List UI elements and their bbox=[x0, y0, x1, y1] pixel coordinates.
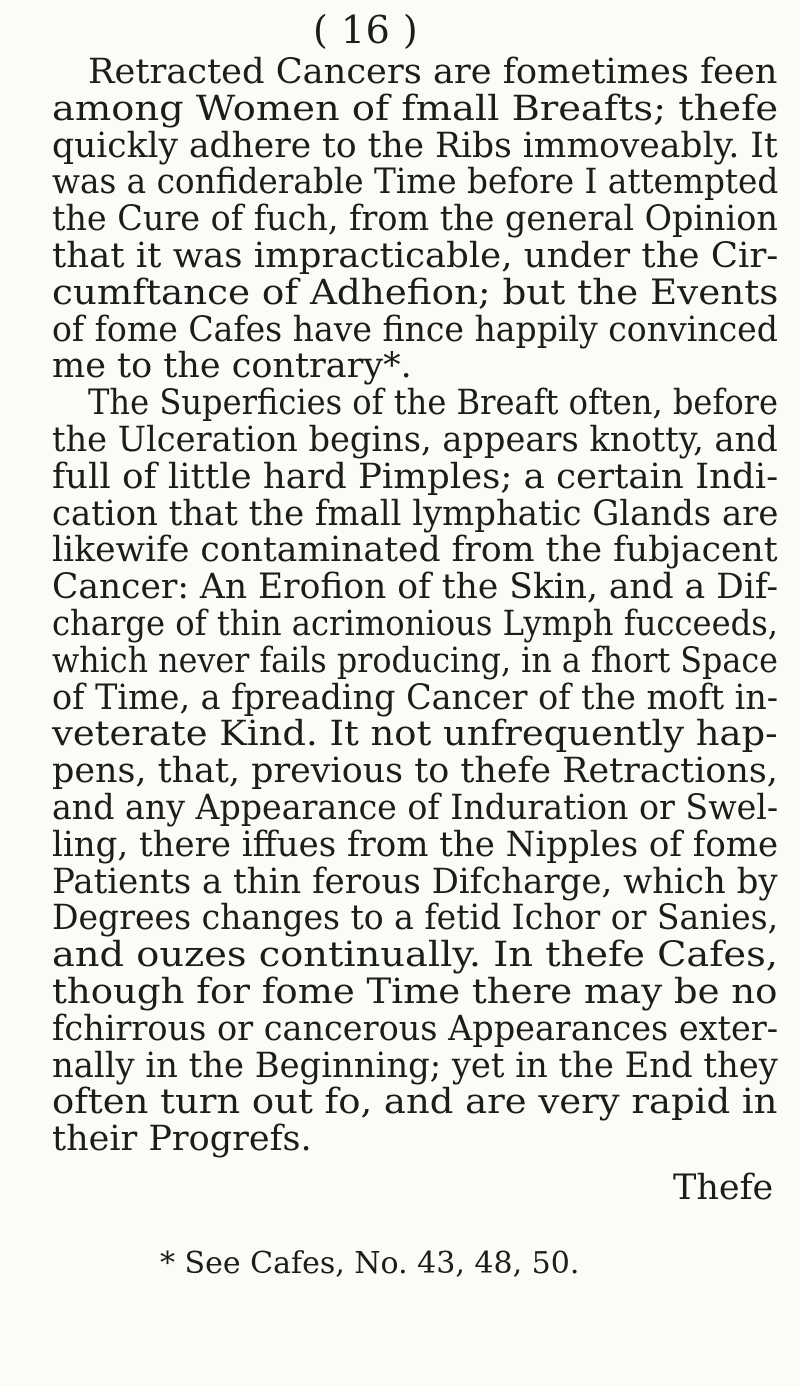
text-line: nally in the Beginning; yet in the End they bbox=[52, 1045, 778, 1086]
text-line: the Cure of fuch, from the general Opinion bbox=[52, 199, 778, 240]
text-line: veterate Kind. It not unfrequently hap- bbox=[52, 714, 778, 755]
text-line: cumftance of Adhefion; but the Events bbox=[52, 272, 779, 313]
text-line: and any Appearance of Induration or Swel- bbox=[52, 788, 779, 828]
text-line: among Women of fmall Breafts; thefe bbox=[52, 88, 779, 129]
text-line: that it was impracticable, under the Cir- bbox=[52, 236, 779, 276]
text-line: charge of thin acrimonious Lymph fucceeds, bbox=[52, 604, 779, 644]
footnote: * See Cafes, No. 43, 48, 50. bbox=[160, 1246, 580, 1281]
text-line: Patients a thin ferous Difcharge, which by bbox=[52, 861, 778, 902]
text-line: Degrees changes to a fetid Ichor or Sanies, bbox=[52, 898, 779, 939]
text-line: Retracted Cancers are fometimes feen bbox=[88, 52, 778, 92]
catchword: Thefe bbox=[673, 1168, 774, 1208]
text-line: cation that the fmall lymphatic Glands are bbox=[52, 493, 779, 534]
text-line: full of little hard Pimples; a certain Indi- bbox=[52, 456, 779, 497]
text-line: and ouzes continually. In thefe Cafes, bbox=[52, 935, 778, 976]
text-line: their Progrefs. bbox=[52, 1119, 312, 1160]
text-line: pens, that, previous to thefe Retractions, bbox=[52, 751, 778, 792]
text-line: fchirrous or cancerous Appearances exter- bbox=[52, 1008, 779, 1049]
text-line: was a confiderable Time before I attempted bbox=[52, 162, 779, 203]
text-line: quickly adhere to the Ribs immoveably. It bbox=[52, 125, 778, 166]
text-line: me to the contrary*. bbox=[52, 346, 412, 387]
page-number: ( 16 ) bbox=[313, 8, 419, 52]
text-line: of fome Cafes have fince happily convinced bbox=[52, 309, 778, 350]
text-line: ling, there iffues from the Nipples of fome bbox=[52, 824, 779, 865]
text-line: though for fome Time there may be no bbox=[52, 972, 778, 1012]
text-line: of Time, a fpreading Cancer of the moft in- bbox=[52, 677, 779, 718]
text-line: likewife contaminated from the fubjacent bbox=[52, 530, 778, 571]
text-line: The Superficies of the Breaft often, before bbox=[88, 383, 779, 424]
text-line: the Ulceration begins, appears knotty, and bbox=[52, 420, 778, 460]
text-line: Cancer: An Erofion of the Skin, and a Dif- bbox=[52, 567, 779, 608]
text-line: which never fails producing, in a fhort Space bbox=[52, 640, 778, 681]
text-line: often turn out fo, and are very rapid in bbox=[52, 1082, 778, 1123]
